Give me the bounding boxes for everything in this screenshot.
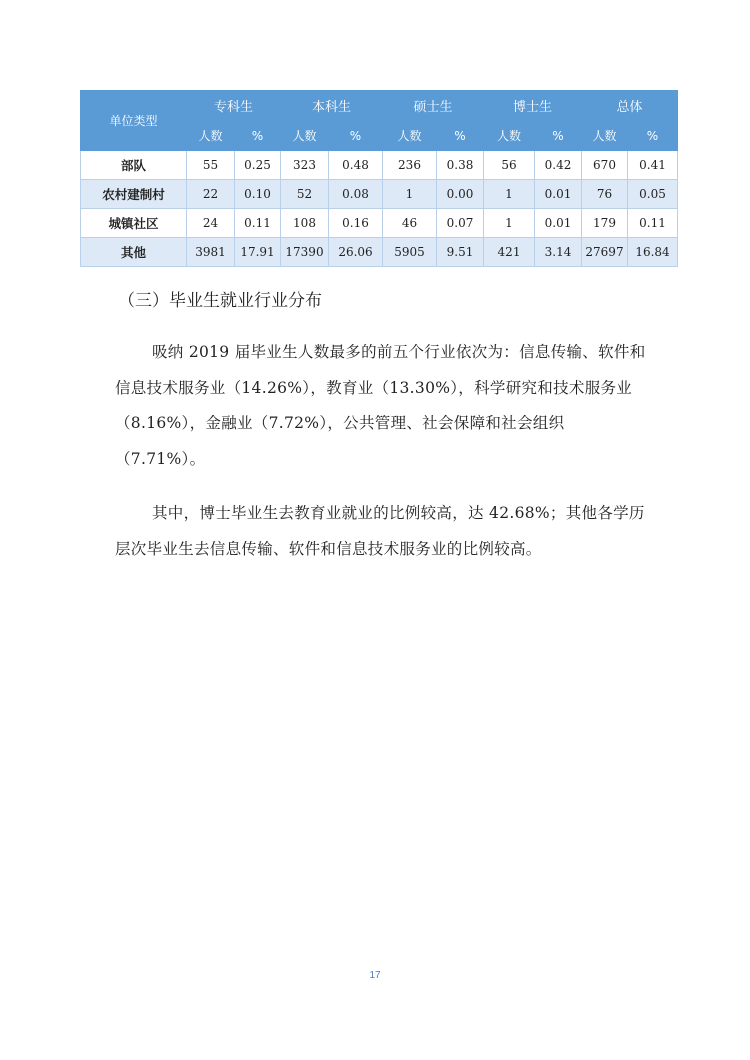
count-cell: 421 bbox=[484, 238, 535, 267]
percent-cell: 0.00 bbox=[437, 180, 484, 209]
header-unit-type: 单位类型 bbox=[81, 91, 187, 151]
count-cell: 24 bbox=[187, 209, 235, 238]
header-group: 博士生 bbox=[484, 91, 582, 121]
employment-unit-type-table bbox=[80, 90, 678, 267]
percent-cell: 0.07 bbox=[437, 209, 484, 238]
percent-cell: 0.25 bbox=[235, 151, 281, 180]
header-percent: % bbox=[329, 121, 383, 151]
count-cell: 323 bbox=[281, 151, 329, 180]
count-cell: 76 bbox=[582, 180, 628, 209]
count-cell: 22 bbox=[187, 180, 235, 209]
percent-cell: 3.14 bbox=[535, 238, 582, 267]
count-cell: 56 bbox=[484, 151, 535, 180]
row-label: 其他 bbox=[81, 238, 187, 267]
count-cell: 236 bbox=[383, 151, 437, 180]
header-group: 专科生 bbox=[187, 91, 281, 121]
row-label: 部队 bbox=[81, 151, 187, 180]
percent-cell: 0.05 bbox=[628, 180, 678, 209]
percent-cell: 0.38 bbox=[437, 151, 484, 180]
table-row bbox=[81, 151, 678, 180]
count-cell: 52 bbox=[281, 180, 329, 209]
percent-cell: 0.08 bbox=[329, 180, 383, 209]
header-percent: % bbox=[235, 121, 281, 151]
count-cell: 5905 bbox=[383, 238, 437, 267]
percent-cell: 17.91 bbox=[235, 238, 281, 267]
percent-cell: 0.48 bbox=[329, 151, 383, 180]
percent-cell: 0.42 bbox=[535, 151, 582, 180]
count-cell: 1 bbox=[484, 180, 535, 209]
header-percent: % bbox=[437, 121, 484, 151]
percent-cell: 0.11 bbox=[628, 209, 678, 238]
percent-cell: 0.41 bbox=[628, 151, 678, 180]
percent-cell: 0.10 bbox=[235, 180, 281, 209]
count-cell: 1 bbox=[383, 180, 437, 209]
count-cell: 17390 bbox=[281, 238, 329, 267]
paragraph: 其中，博士毕业生去教育业就业的比例较高，达 42.68%；其他各学历层次毕业生去信息传输、软件和信息技术服务业的比例较高。 bbox=[115, 504, 645, 558]
header-count: 人数 bbox=[484, 121, 535, 151]
header-percent: % bbox=[628, 121, 678, 151]
percent-cell: 16.84 bbox=[628, 238, 678, 267]
table-row bbox=[81, 209, 678, 238]
header-percent: % bbox=[535, 121, 582, 151]
header-count: 人数 bbox=[383, 121, 437, 151]
count-cell: 670 bbox=[582, 151, 628, 180]
paragraph: 吸纳 2019 届毕业生人数最多的前五个行业依次为：信息传输、软件和信息技术服务业（14.26%），教育业（13.30%），科学研究和技术服务业（8.16%），金融业（7.72%），公共管理、社会保障和社会组织（7.71%）。 bbox=[115, 343, 646, 469]
percent-cell: 0.16 bbox=[329, 209, 383, 238]
count-cell: 55 bbox=[187, 151, 235, 180]
table-row bbox=[81, 238, 678, 267]
percent-cell: 0.01 bbox=[535, 180, 582, 209]
count-cell: 27697 bbox=[582, 238, 628, 267]
header-count: 人数 bbox=[187, 121, 235, 151]
header-group: 硕士生 bbox=[383, 91, 484, 121]
percent-cell: 0.01 bbox=[535, 209, 582, 238]
section-heading: （三）毕业生就业行业分布 bbox=[118, 291, 322, 311]
count-cell: 1 bbox=[484, 209, 535, 238]
percent-cell: 26.06 bbox=[329, 238, 383, 267]
count-cell: 179 bbox=[582, 209, 628, 238]
count-cell: 3981 bbox=[187, 238, 235, 267]
header-count: 人数 bbox=[582, 121, 628, 151]
table-row bbox=[81, 180, 678, 209]
percent-cell: 9.51 bbox=[437, 238, 484, 267]
count-cell: 108 bbox=[281, 209, 329, 238]
row-label: 农村建制村 bbox=[81, 180, 187, 209]
count-cell: 46 bbox=[383, 209, 437, 238]
row-label: 城镇社区 bbox=[81, 209, 187, 238]
percent-cell: 0.11 bbox=[235, 209, 281, 238]
header-group: 总体 bbox=[582, 91, 678, 121]
header-count: 人数 bbox=[281, 121, 329, 151]
header-group: 本科生 bbox=[281, 91, 383, 121]
page-number: 17 bbox=[369, 970, 381, 981]
